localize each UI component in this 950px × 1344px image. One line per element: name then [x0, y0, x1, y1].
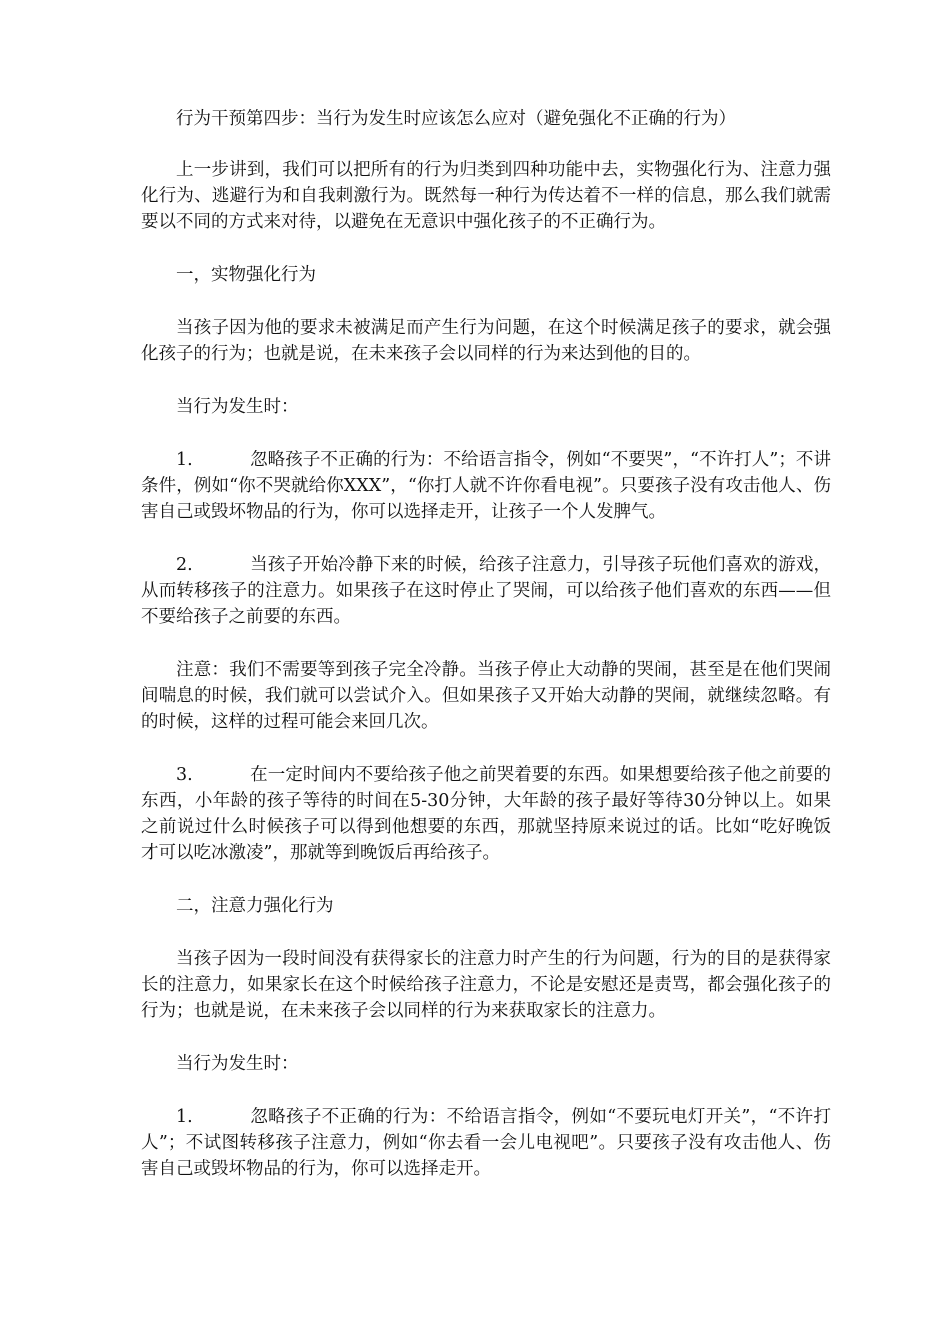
list-item-ignore-attention [141, 1104, 831, 1182]
list-item-number: 2. [176, 555, 193, 575]
list-item-text: 在一定时间内不要给孩子他之前哭着要的东西。如果想要给孩子他之前要的东西，小年龄的孩子等待的时间在5-30分钟，大年龄的孩子最好等待30分钟以上。如果之前说过什么时候孩子可以得到他想要的东西，那就坚持原来说过的话。比如“吃好晚饭才可以吃冰激凌”，那就等到晚饭后再给孩子。 [141, 765, 831, 863]
when-behavior-occurs-label: 当行为发生时： [176, 397, 299, 417]
note-paragraph: 注意：我们不需要等到孩子完全冷静。当孩子停止大动静的哭闹，甚至是在他们哭闹间喘息的时候，我们就可以尝试介入。但如果孩子又开始大动静的哭闹，就继续忽略。有的时候，这样的过程可能会来回几次。 [141, 660, 831, 732]
list-item-text: 忽略孩子不正确的行为：不给语言指令，例如“不要哭”，“不许打人”；不讲条件，例如“你不哭就给你XXX”，“你打人就不许你看电视”。只要孩子没有攻击他人、伤害自己或毁坏物品的行为，你可以选择走开，让孩子一个人发脾气。 [141, 450, 831, 522]
section-description-material: 当孩子因为他的要求未被满足而产生行为问题，在这个时候满足孩子的要求，就会强化孩子的行为；也就是说，在未来孩子会以同样的行为来达到他的目的。 [141, 318, 831, 364]
document-page [141, 106, 831, 1209]
list-item-number: 1. [176, 1107, 193, 1127]
section-heading-material: 一，实物强化行为 [176, 265, 316, 285]
list-item-number: 3. [176, 765, 193, 785]
list-item-delay [141, 762, 831, 866]
list-item-number: 1. [176, 450, 193, 470]
document-title: 行为干预第四步：当行为发生时应该怎么应对（避免强化不正确的行为） [176, 109, 736, 129]
section-description-attention: 当孩子因为一段时间没有获得家长的注意力时产生的行为问题，行为的目的是获得家长的注意力，如果家长在这个时候给孩子注意力，不论是安慰还是责骂，都会强化孩子的行为；也就是说，在未来孩子会以同样的行为来获取家长的注意力。 [141, 949, 831, 1021]
intro-paragraph: 上一步讲到，我们可以把所有的行为归类到四种功能中去，实物强化行为、注意力强化行为、逃避行为和自我刺激行为。既然每一种行为传达着不一样的信息，那么我们就需要以不同的方式来对待，以避免在无意识中强化孩子的不正确行为。 [141, 160, 831, 232]
list-item-text: 当孩子开始冷静下来的时候，给孩子注意力，引导孩子玩他们喜欢的游戏，从而转移孩子的注意力。如果孩子在这时停止了哭闹，可以给孩子他们喜欢的东西——但不要给孩子之前要的东西。 [141, 555, 831, 627]
section-heading-attention: 二，注意力强化行为 [176, 896, 334, 916]
when-behavior-occurs-label: 当行为发生时： [176, 1054, 299, 1074]
list-item-text: 忽略孩子不正确的行为：不给语言指令，例如“不要玩电灯开关”，“不许打人”；不试图转移孩子注意力，例如“你去看一会儿电视吧”。只要孩子没有攻击他人、伤害自己或毁坏物品的行为，你可以选择走开。 [141, 1107, 831, 1179]
list-item-redirect [141, 552, 831, 630]
list-item-ignore [141, 447, 831, 525]
